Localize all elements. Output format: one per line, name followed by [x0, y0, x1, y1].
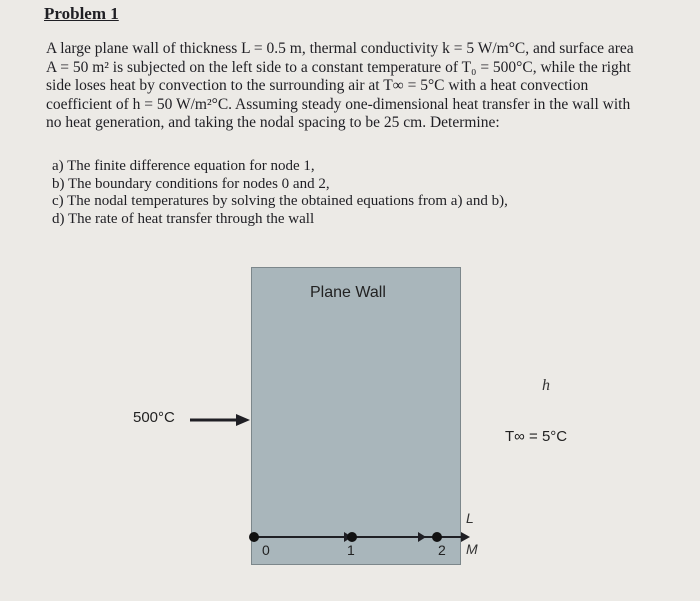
- problem-title: Problem 1: [44, 4, 119, 23]
- task-item: a) The finite difference equation for node 1,: [52, 158, 315, 174]
- node-2-label: 2: [438, 542, 446, 558]
- length-label: L: [466, 510, 474, 526]
- node-0-dot: [249, 532, 259, 542]
- ambient-temperature-label: T∞ = 5°C: [505, 428, 568, 445]
- task-item: d) The rate of heat transfer through the wall: [52, 210, 315, 227]
- statement-line: no heat generation, and taking the nodal spacing to be 25 cm. Determine:: [46, 114, 500, 131]
- left-temperature-label: 500°C: [133, 409, 175, 426]
- node-axis-arrow-2: [418, 532, 426, 542]
- node-1-label: 1: [347, 542, 355, 558]
- statement-line: A large plane wall of thickness L = 0.5 m, thermal conductivity k = 5 W/m°C, and surface area: [46, 40, 634, 57]
- convection-coefficient-label: h: [542, 377, 550, 394]
- task-item: b) The boundary conditions for nodes 0 and 2,: [52, 175, 330, 192]
- node-2-dot: [432, 532, 442, 542]
- node-0-label: 0: [262, 542, 270, 558]
- wall-label: Plane Wall: [310, 284, 386, 301]
- statement-line: coefficient of h = 50 W/m²°C. Assuming steady one-dimensional heat transfer in the wall with: [46, 95, 631, 113]
- node-1-dot: [347, 532, 357, 542]
- statement-line: side loses heat by convection to the surrounding air at T∞ = 5°C with a heat convection: [46, 77, 589, 94]
- heat-arrow-head: [236, 414, 250, 426]
- statement-line: A = 50 m² is subjected on the left side to a constant temperature of T₀ = 500°C, while the right: [46, 58, 631, 76]
- m-label: M: [466, 541, 478, 557]
- task-item: c) The nodal temperatures by solving the obtained equations from a) and b),: [52, 193, 508, 209]
